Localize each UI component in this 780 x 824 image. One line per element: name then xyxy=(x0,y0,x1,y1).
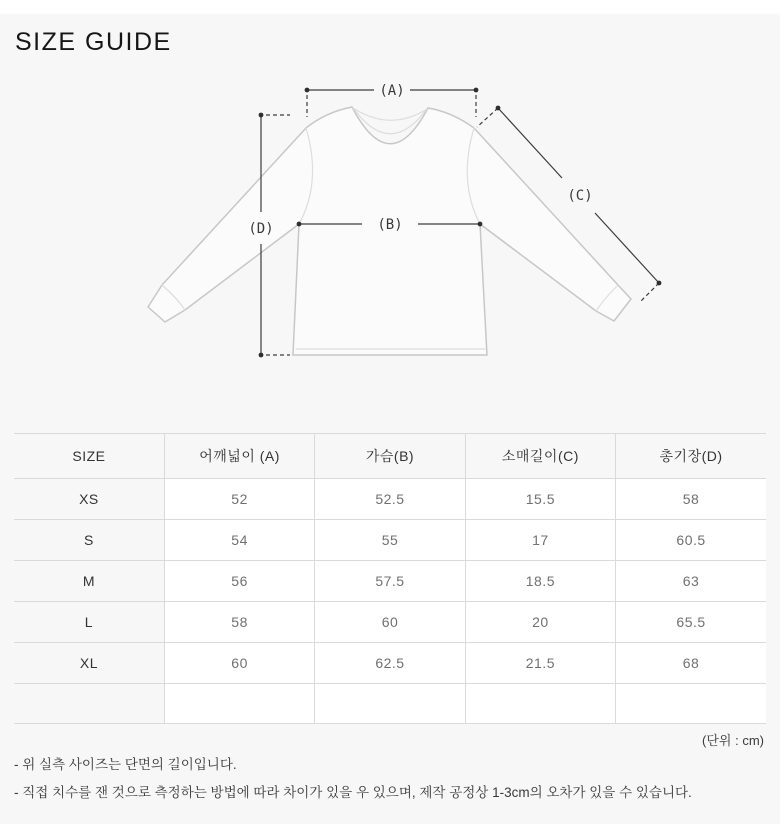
chest-value: 60 xyxy=(315,602,465,643)
size-table-header-row xyxy=(14,434,766,479)
chest-value: 52.5 xyxy=(315,479,465,520)
sleeve-value: 21.5 xyxy=(465,643,615,684)
table-row-m xyxy=(14,561,766,602)
table-row-empty xyxy=(14,684,766,724)
length-value: 60.5 xyxy=(616,520,766,561)
label-b: (B) xyxy=(377,217,403,233)
shirt-measurement-diagram xyxy=(0,66,780,376)
size-label: XS xyxy=(14,479,164,520)
size-label: L xyxy=(14,602,164,643)
chest-value: 62.5 xyxy=(315,643,465,684)
col-header-sleeve: 소매길이(C) xyxy=(465,434,615,479)
table-row-s xyxy=(14,520,766,561)
sleeve-value: 20 xyxy=(465,602,615,643)
collar-band-line xyxy=(353,108,427,120)
shoulder-value: 60 xyxy=(164,643,314,684)
size-table xyxy=(14,433,766,724)
table-row-xs xyxy=(14,479,766,520)
size-label: S xyxy=(14,520,164,561)
table-row-l xyxy=(14,602,766,643)
size-label: M xyxy=(14,561,164,602)
shoulder-value: 58 xyxy=(164,602,314,643)
col-header-size: SIZE xyxy=(14,434,164,479)
size-label: XL xyxy=(14,643,164,684)
footer-note-1: - 위 실측 사이즈는 단면의 길이입니다. xyxy=(14,757,237,772)
shoulder-value: 54 xyxy=(164,520,314,561)
sleeve-value: 17 xyxy=(465,520,615,561)
unit-note: (단위 : cm) xyxy=(702,733,764,748)
label-c: (C) xyxy=(567,188,593,204)
length-value: 58 xyxy=(616,479,766,520)
measure-a xyxy=(305,83,479,117)
label-a: (A) xyxy=(379,83,405,99)
page-title: SIZE GUIDE xyxy=(15,28,172,56)
size-guide-panel xyxy=(0,14,780,824)
length-value: 65.5 xyxy=(616,602,766,643)
chest-value: 55 xyxy=(315,520,465,561)
sleeve-value: 18.5 xyxy=(465,561,615,602)
shoulder-value: 56 xyxy=(164,561,314,602)
col-header-shoulder: 어깨넓이 (A) xyxy=(164,434,314,479)
chest-value: 57.5 xyxy=(315,561,465,602)
length-value: 63 xyxy=(616,561,766,602)
length-value: 68 xyxy=(616,643,766,684)
col-header-chest: 가슴(B) xyxy=(315,434,465,479)
label-d: (D) xyxy=(248,221,274,237)
shoulder-value: 52 xyxy=(164,479,314,520)
footer-note-2: - 직접 치수를 잰 것으로 측정하는 방법에 따라 차이가 있을 우 있으며, 제작 공정상 1-3cm의 오차가 있을 수 있습니다. xyxy=(14,785,692,800)
col-header-length: 총기장(D) xyxy=(616,434,766,479)
sleeve-value: 15.5 xyxy=(465,479,615,520)
table-row-xl xyxy=(14,643,766,684)
